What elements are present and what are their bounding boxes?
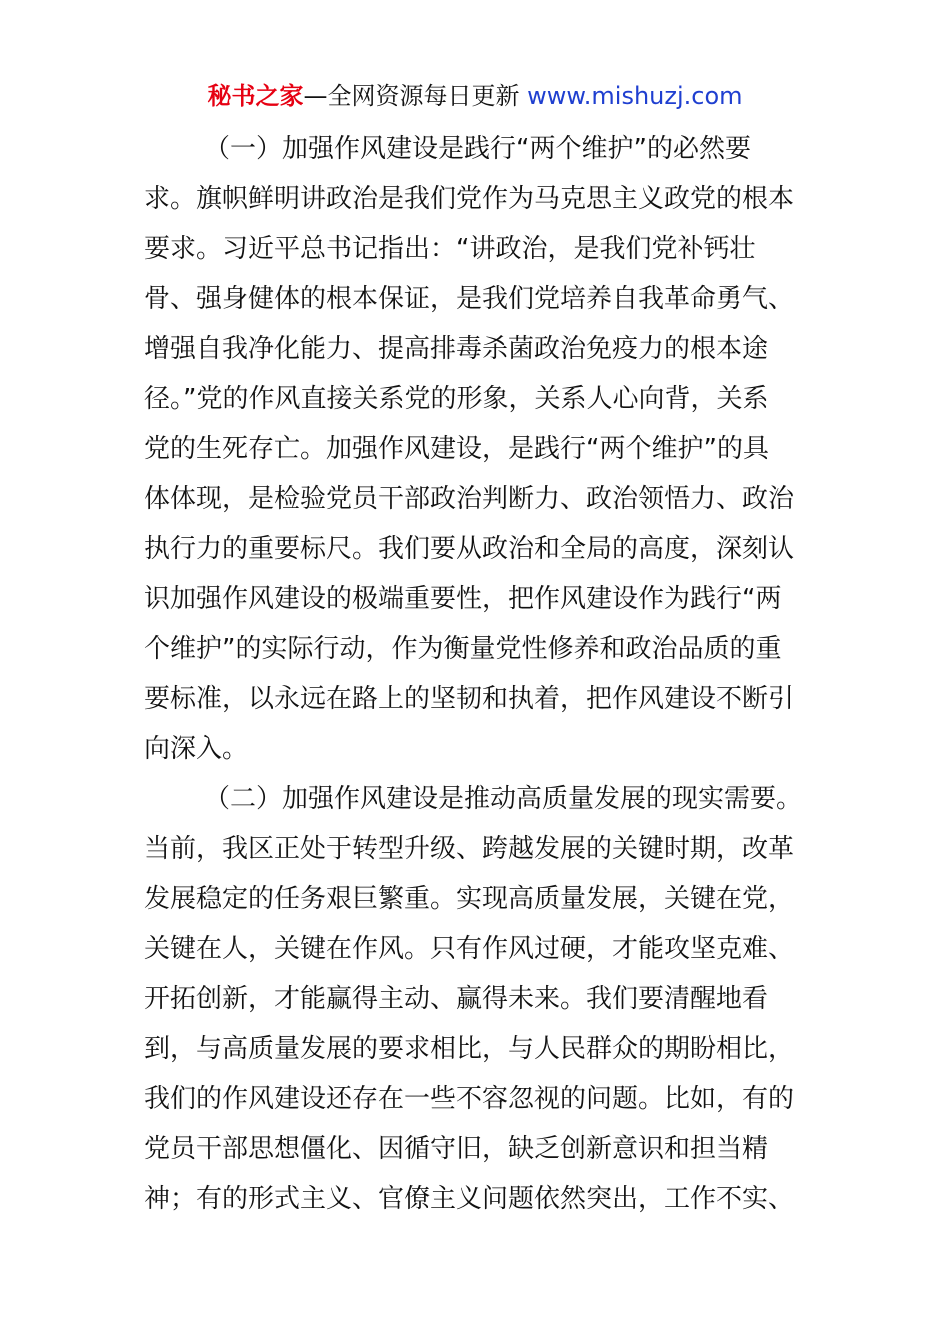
paragraph-1-line-3: 要求。习近平总书记指出：“讲政治，是我们党补钙壮	[144, 234, 756, 264]
paragraph-1-line-12: 要标准，以永远在路上的坚韧和执着，把作风建设不断引	[144, 684, 795, 714]
paragraph-1-line-10: 识加强作风建设的极端重要性，把作风建设作为践行“两	[144, 584, 782, 614]
document-body	[144, 124, 806, 1224]
paragraph-2-line-3: 发展稳定的任务艰巨繁重。实现高质量发展，关键在党，	[144, 884, 795, 914]
site-url-link[interactable]: www.mishuzj.com	[527, 82, 743, 110]
brand-name: 秘书之家	[207, 82, 304, 110]
paragraph-2-line-2: 当前，我区正处于转型升级、跨越发展的关键时期，改革	[144, 834, 795, 864]
paragraph-1-line-8: 体体现，是检验党员干部政治判断力、政治领悟力、政治	[144, 484, 795, 514]
paragraph-1-line-5: 增强自我净化能力、提高排毒杀菌政治免疫力的根本途	[144, 334, 769, 364]
site-header	[0, 80, 950, 112]
paragraph-1-line-1: （一）加强作风建设是践行“两个维护”的必然要	[204, 134, 751, 164]
paragraph-1-line-9: 执行力的重要标尺。我们要从政治和全局的高度，深刻认	[144, 534, 795, 564]
header-tagline: —全网资源每日更新	[303, 82, 520, 110]
paragraph-1-line-7: 党的生死存亡。加强作风建设，是践行“两个维护”的具	[144, 434, 769, 464]
paragraph-2-line-5: 开拓创新，才能赢得主动、赢得未来。我们要清醒地看	[144, 984, 769, 1014]
paragraph-2-line-6: 到，与高质量发展的要求相比，与人民群众的期盼相比，	[144, 1034, 795, 1064]
paragraph-2-line-9: 神；有的形式主义、官僚主义问题依然突出，工作不实、	[144, 1184, 795, 1214]
paragraph-2-line-8: 党员干部思想僵化、因循守旧，缺乏创新意识和担当精	[144, 1134, 769, 1164]
paragraph-1-line-6: 径。”党的作风直接关系党的形象，关系人心向背，关系	[144, 384, 769, 414]
paragraph-1-line-11: 个维护”的实际行动，作为衡量党性修养和政治品质的重	[144, 634, 782, 664]
paragraph-1-line-13: 向深入。	[144, 734, 249, 764]
paragraph-1-line-4: 骨、强身健体的根本保证，是我们党培养自我革命勇气、	[144, 284, 795, 314]
paragraph-1-line-2: 求。旗帜鲜明讲政治是我们党作为马克思主义政党的根本	[144, 184, 795, 214]
paragraph-2-line-7: 我们的作风建设还存在一些不容忽视的问题。比如，有的	[144, 1084, 795, 1114]
paragraph-2-line-1: （二）加强作风建设是推动高质量发展的现实需要。	[204, 784, 803, 814]
paragraph-2-line-4: 关键在人，关键在作风。只有作风过硬，才能攻坚克难、	[144, 934, 795, 964]
